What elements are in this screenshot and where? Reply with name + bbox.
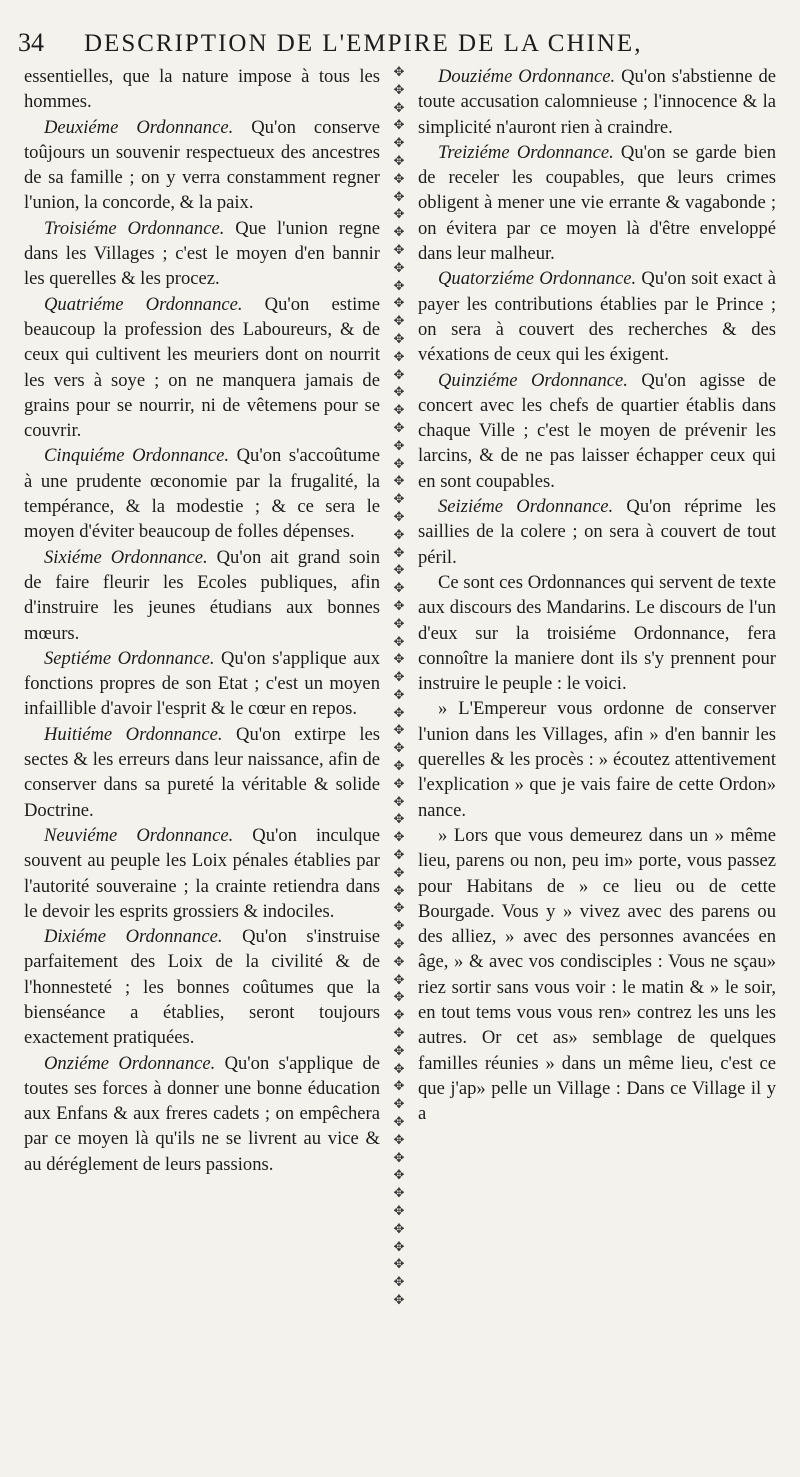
ornament-icon: ✥ [393, 492, 405, 508]
quoted-discourse [418, 696, 776, 822]
ordinance-title: Septiéme Ordonnance. [44, 647, 215, 669]
ornament-icon: ✥ [393, 1115, 405, 1131]
paragraph [418, 570, 776, 696]
page-number: 34 [18, 28, 44, 57]
ornament-icon: ✥ [393, 385, 405, 401]
ornament-icon: ✥ [393, 990, 405, 1006]
ornament-icon: ✥ [393, 705, 405, 721]
ordinance-paragraph [418, 368, 776, 494]
ordinance-title: Deuxiéme Ordonnance. [44, 116, 234, 138]
ordinance-text: Qu'on se garde bien de receler les coupables, que leurs crimes obligent à mener une vie errante & vagabonde ; on évitera par ce moyen là d'être enveloppé dans leur malheur. [418, 141, 777, 265]
ordinance-paragraph [24, 646, 380, 722]
running-title: DESCRIPTION DE L'EMPIRE DE LA CHINE, [84, 30, 643, 57]
ornament-icon: ✥ [393, 634, 405, 650]
page-header [18, 28, 790, 60]
ornament-icon: ✥ [393, 919, 405, 935]
ordinance-text: Qu'on réprime les saillies de la colere ; on sera à couvert de tout péril. [418, 496, 776, 568]
ornament-icon: ✥ [393, 278, 405, 294]
ornament-icon: ✥ [393, 830, 405, 846]
ornament-icon: ✥ [393, 616, 405, 632]
ordinance-title: Douziéme Ordonnance. [438, 66, 616, 87]
ornament-icon: ✥ [393, 474, 405, 490]
ornament-icon: ✥ [393, 1168, 405, 1184]
quote-text: » Lors que vous demeurez dans un » même lieu, parens ou non, peu im» porte, vous passez pour Habitans de » ce lieu ou de cette Bourgade. Vous y » vivez avec des parens ou des alliez, » avec des personnes avancées en âge, » & avec vos condisciples : Vous ne sçau» riez sortir sans vous voir : le matin & » le soir, en tout tems vous vous ren» contrez les uns les autres. Or cet as» semblage de quelques familles réunies » dans un même lieu, c'est ce que j'ap» pelle un Village : Dans ce Village il y a [418, 824, 776, 1125]
ornament-icon: ✥ [393, 509, 405, 525]
ornament-icon: ✥ [393, 82, 405, 98]
paragraph [24, 64, 380, 115]
ornament-icon: ✥ [393, 759, 405, 775]
ordinance-text: Qu'on soit exact à payer les contributions établies par le Prince ; on sera à couvert des recherches & des véxations de ceux qui les éxigent. [418, 268, 776, 366]
ordinance-paragraph [24, 545, 380, 646]
ornament-icon: ✥ [393, 1292, 405, 1308]
ordinance-title: Sixiéme Ordonnance. [44, 546, 208, 568]
ornament-icon: ✥ [393, 652, 405, 668]
ornament-icon: ✥ [393, 776, 405, 792]
ornament-icon: ✥ [393, 367, 405, 383]
ornament-icon: ✥ [393, 812, 405, 828]
ornament-icon: ✥ [393, 741, 405, 757]
ordinance-text: Qu'on estime beaucoup la profession des Laboureurs, & de ceux qui cultivent les meuriers dont on nourrit les vers à soye ; on ne manquera jamais de grains pour se nourrir, ni de vêtemens pour se couvrir. [24, 293, 380, 442]
ornament-icon: ✥ [393, 314, 405, 330]
ornament-icon: ✥ [393, 687, 405, 703]
ornament-icon: ✥ [393, 1275, 405, 1291]
ornament-icon: ✥ [393, 937, 405, 953]
ornament-icon: ✥ [393, 1221, 405, 1237]
paragraph-text: essentielles, que la nature impose à tous les hommes. [24, 66, 380, 113]
ordinance-text: Qu'on ait grand soin de faire fleurir les Ecoles publiques, afin d'instruire les jeunes étudians aux bonnes mœurs. [24, 546, 380, 644]
ornament-icon: ✥ [393, 1204, 405, 1219]
left-column [24, 64, 380, 1177]
ordinance-title: Quinziéme Ordonnance. [438, 369, 628, 391]
ordinance-paragraph [24, 443, 380, 544]
ornament-icon: ✥ [393, 972, 405, 988]
ordinance-paragraph [418, 140, 776, 266]
ordinance-title: Treiziéme Ordonnance. [438, 141, 614, 163]
ornament-icon: ✥ [393, 349, 405, 365]
ornament-icon: ✥ [393, 66, 405, 80]
ornament-icon: ✥ [393, 1061, 405, 1077]
ornament-icon: ✥ [393, 1097, 405, 1113]
ornament-icon: ✥ [393, 260, 405, 276]
ordinance-paragraph [418, 64, 776, 140]
ordinance-paragraph [24, 823, 380, 924]
ornament-icon: ✥ [393, 1043, 405, 1059]
ordinance-text: Qu'on s'instruise parfaitement des Loix de la civilité & de l'honnesteté ; les bonnes coûtumes que la bienséance a établies, seront toujours exactement pratiquées. [24, 926, 380, 1049]
ornament-icon: ✥ [393, 331, 405, 347]
ornament-icon: ✥ [393, 153, 405, 169]
ornament-icon: ✥ [393, 1132, 405, 1148]
ordinance-text: Que l'union regne dans les Villages ; c'est le moyen d'en bannir les querelles & les procez. [24, 217, 380, 290]
ornament-icon: ✥ [393, 563, 405, 579]
ornament-icon: ✥ [393, 171, 405, 187]
ordinance-title: Cinquiéme Ordonnance. [44, 445, 230, 467]
ornament-icon: ✥ [393, 1026, 405, 1042]
ornament-icon: ✥ [393, 848, 405, 864]
ordinance-text: Qu'on agisse de concert avec les chefs de quartier établis dans chaque Ville ; c'est le moyen de prévenir les larcins, & de ne pas laisser échapper ceux qui en sont coupables. [418, 369, 776, 492]
ordinance-title: Dixiéme Ordonnance. [44, 926, 223, 948]
ornament-icon: ✥ [393, 189, 405, 205]
ordinance-paragraph [24, 1051, 380, 1177]
ordinance-text: Qu'on extirpe les sectes & les erreurs dans leur naissance, afin de conserver dans sa pureté la véritable & solide Doctrine. [24, 723, 380, 821]
ordinance-paragraph [24, 722, 380, 823]
ordinance-text: Qu'on s'applique de toutes ses forces à donner une bonne éducation aux Enfans & aux freres cadets ; on empêchera par ce moyen là qu'ils ne se livrent au vice & au déréglement de leurs passions. [24, 1052, 381, 1175]
ornament-icon: ✥ [393, 1186, 405, 1202]
ornament-icon: ✥ [393, 403, 405, 419]
ornament-icon: ✥ [393, 794, 405, 810]
ordinance-title: Quatriéme Ordonnance. [44, 293, 243, 315]
ornament-icon: ✥ [393, 598, 405, 614]
ornament-icon: ✥ [393, 865, 405, 881]
ordinance-paragraph [24, 292, 380, 444]
ordinance-paragraph [24, 115, 380, 216]
quote-text: » L'Empereur vous ordonne de conserver l'union dans les Villages, afin » d'en bannir les querelles & les procès : » écoutez attentivement l'explication » que je vais faire de cette Ordon» nance. [418, 698, 776, 821]
ornament-icon: ✥ [393, 118, 405, 134]
ordinance-text: Qu'on conserve toûjours un souvenir respectueux des ancestres de sa famille ; on y verra constamment regner l'union, la concorde, & la paix. [24, 116, 381, 214]
ornament-icon: ✥ [393, 296, 405, 312]
ornament-icon: ✥ [393, 1079, 405, 1095]
right-column [418, 64, 776, 1126]
ordinance-paragraph [418, 266, 776, 367]
ordinance-text: Qu'on inculque souvent au peuple les Loix pénales établies par l'autorité souveraine ; la crainte retiendra dans le devoir les esprits grossiers & indociles. [24, 824, 380, 922]
ornament-icon: ✥ [393, 1150, 405, 1166]
ornament-icon: ✥ [393, 136, 405, 152]
ornament-icon: ✥ [393, 225, 405, 241]
ornament-icon: ✥ [393, 527, 405, 543]
ordinance-title: Huitiéme Ordonnance. [44, 723, 223, 745]
ornament-icon: ✥ [393, 456, 405, 472]
ornament-icon: ✥ [393, 954, 405, 970]
ordinance-text: Qu'on s'accoûtume à une prudente œconomie par la frugalité, la tempérance, & la modestie ; & ce sera le moyen d'éviter beaucoup de folles dépenses. [24, 445, 380, 543]
ordinance-title: Onziéme Ordonnance. [44, 1052, 216, 1074]
ordinance-text: Qu'on s'applique aux fonctions propres de son Etat ; c'est un moyen infaillible d'avoir l'esprit & le cœur en repos. [24, 647, 380, 720]
ordinance-paragraph [418, 494, 776, 570]
ordinance-title: Troisiéme Ordonnance. [44, 217, 225, 239]
ornament-icon: ✥ [393, 100, 405, 116]
ornament-icon: ✥ [393, 901, 405, 917]
ornament-icon: ✥ [393, 670, 405, 686]
ornament-icon: ✥ [393, 207, 405, 223]
ordinance-title: Seiziéme Ordonnance. [438, 496, 614, 518]
ornament-icon: ✥ [393, 545, 405, 561]
paragraph-text: Ce sont ces Ordonnances qui servent de texte aux discours des Mandarins. Le discours de l'un d'eux sur la troisiéme Ordonnance, fera connoître la maniere dont ils s'y prennent pour instruire le peuple : le voici. [418, 571, 776, 695]
ornament-icon: ✥ [393, 420, 405, 436]
ornament-icon: ✥ [393, 883, 405, 899]
ordinance-text: Qu'on s'abstienne de toute accusation calomnieuse ; l'innocence & la simplicité n'auront rien à craindre. [418, 66, 777, 138]
ordinance-paragraph [24, 216, 380, 292]
ornament-icon: ✥ [393, 242, 405, 258]
ornament-icon: ✥ [393, 438, 405, 454]
ornament-icon: ✥ [393, 1257, 405, 1273]
ordinance-title: Neuviéme Ordonnance. [44, 824, 234, 846]
ornament-icon: ✥ [393, 723, 405, 739]
ornamental-column-divider [387, 66, 411, 1322]
ordinance-title: Quatorziéme Ordonnance. [438, 268, 637, 290]
ornament-icon: ✥ [393, 581, 405, 597]
ornament-icon: ✥ [393, 1008, 405, 1024]
ornament-icon: ✥ [393, 1239, 405, 1255]
quoted-discourse [418, 823, 776, 1127]
ordinance-paragraph [24, 924, 380, 1050]
